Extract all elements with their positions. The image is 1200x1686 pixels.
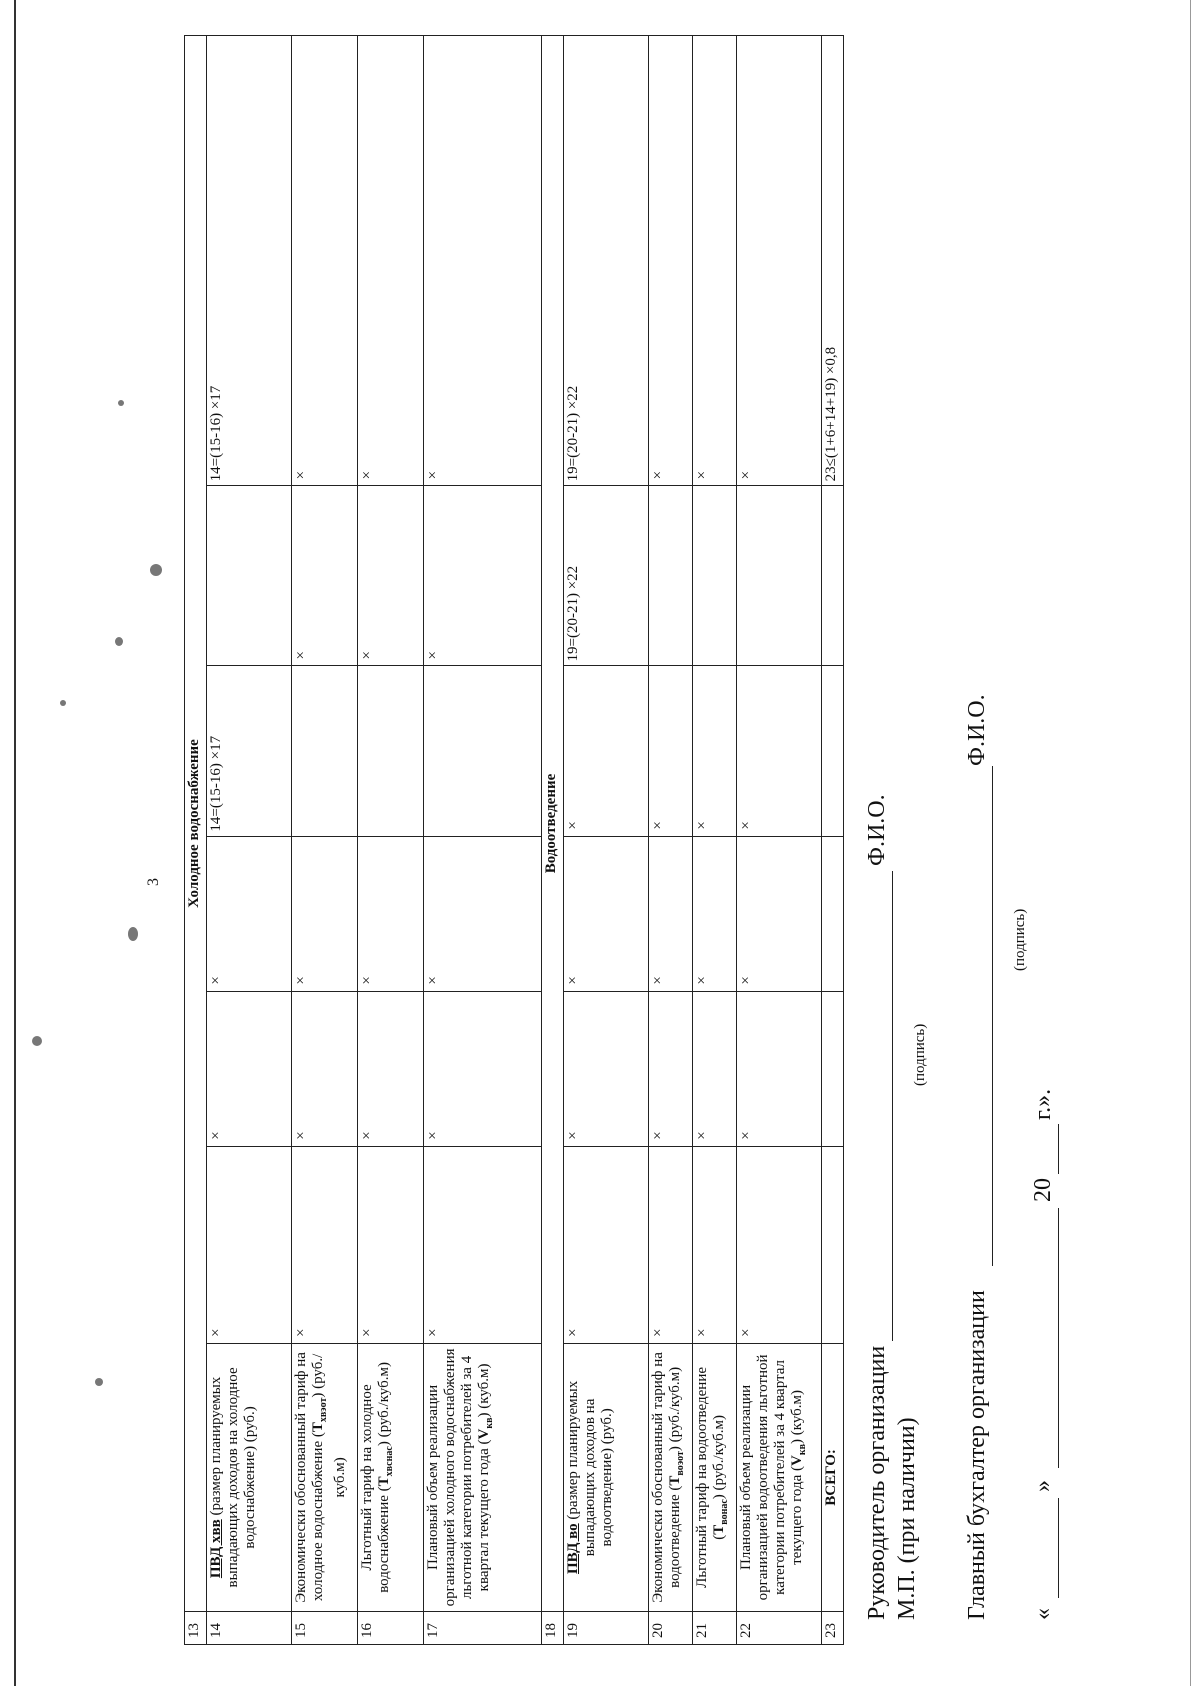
symbol: Т [376, 1476, 392, 1487]
date-day-line [1058, 1498, 1059, 1598]
cross-mark: × [693, 1146, 737, 1343]
formula-cell: 19=(20-21) ×22 [564, 36, 649, 486]
formula-cell: 14=(15-16) ×17 [207, 36, 292, 486]
scan-speck [60, 700, 66, 706]
section-drainage: Водоотведение [542, 36, 564, 1612]
cross-mark: × [649, 836, 693, 991]
table-row [292, 36, 358, 1645]
row-number: 22 [737, 1611, 822, 1644]
cross-mark: × [358, 486, 424, 666]
symbol: Т [310, 1422, 326, 1433]
row-number: 14 [207, 1611, 292, 1644]
abbr: ПВД хвв [208, 1519, 224, 1579]
date-suffix: г.». [1030, 1088, 1056, 1120]
date-year-line [1058, 1124, 1059, 1174]
symbol-subscript: воэот [675, 1451, 686, 1476]
cross-mark: × [737, 666, 822, 836]
head-fio: Ф.И.О. [864, 794, 890, 866]
empty-cell [822, 666, 844, 836]
accountant-fio: Ф.И.О. [964, 694, 990, 766]
table-row [542, 36, 564, 1645]
total-formula: 23≤(1+6+14+19) ×0,8 [822, 36, 844, 486]
formula-cell: 19=(20-21) ×22 [564, 486, 649, 666]
empty-cell [822, 486, 844, 666]
date-close-quote: » [1030, 1480, 1056, 1492]
symbol-subscript: кв [797, 1443, 808, 1456]
row-text: ) (куб.м) [476, 1363, 492, 1418]
row-text: Льготный тариф на холодное водоснабжение ( [359, 1384, 392, 1593]
total-label: ВСЕГО: [822, 1343, 844, 1611]
table-row [822, 36, 844, 1645]
empty-cell [822, 836, 844, 991]
row-description [693, 1343, 737, 1611]
cross-mark: × [424, 36, 542, 486]
symbol: V [476, 1428, 492, 1440]
head-label: Руководитель организации [864, 1345, 890, 1620]
symbol-subscript: хвснас [384, 1446, 395, 1477]
row-description [424, 1343, 542, 1611]
accountant-sign-hint: (подпись) [1012, 908, 1028, 971]
row-text: ) (руб./куб.м) [667, 1366, 683, 1452]
row-description [737, 1343, 822, 1611]
row-number: 13 [185, 1611, 207, 1644]
accountant-signature-line [992, 766, 993, 1266]
row-number: 23 [822, 1611, 844, 1644]
row-text: Плановый объем реализации организацией водоотведения льготной категории потребителей за 4 квартал текущего года ( [738, 1354, 805, 1601]
cross-mark: × [207, 991, 292, 1146]
row-description [358, 1343, 424, 1611]
table-row [693, 36, 737, 1645]
row-number: 16 [358, 1611, 424, 1644]
empty-cell [737, 486, 822, 666]
cross-mark: × [737, 36, 822, 486]
cross-mark: × [564, 836, 649, 991]
empty-cell [649, 486, 693, 666]
cross-mark: × [292, 36, 358, 486]
empty-cell [207, 486, 292, 666]
scan-speck [32, 1036, 42, 1046]
cross-mark: × [292, 486, 358, 666]
row-number: 19 [564, 1611, 649, 1644]
cross-mark: × [649, 991, 693, 1146]
date-month-line [1058, 1208, 1059, 1468]
symbol: Т [667, 1475, 683, 1486]
cross-mark: × [358, 1146, 424, 1343]
cross-mark: × [424, 836, 542, 991]
table-row [207, 36, 292, 1645]
cross-mark: × [207, 1146, 292, 1343]
cross-mark: × [424, 1146, 542, 1343]
cross-mark: × [207, 836, 292, 991]
row-text: ) (руб./куб.м) [310, 1353, 348, 1498]
date-open-quote: « [1030, 1608, 1056, 1620]
table-row [424, 36, 542, 1645]
row-number: 17 [424, 1611, 542, 1644]
row-text: (размер планируемых выпадающих доходов на водоотведение) (руб.) [565, 1380, 615, 1557]
row-description [292, 1343, 358, 1611]
cross-mark: × [358, 36, 424, 486]
page-number: 3 [145, 878, 162, 886]
row-text: ) (руб./куб.м) [376, 1362, 392, 1447]
cross-mark: × [693, 36, 737, 486]
cross-mark: × [358, 836, 424, 991]
row-number: 20 [649, 1611, 693, 1644]
cross-mark: × [737, 991, 822, 1146]
cross-mark: × [564, 666, 649, 836]
empty-cell [292, 666, 358, 836]
cross-mark: × [292, 836, 358, 991]
row-text: Плановый объем реализации организацией холодного водоснабжения льготной категории потребителей за 4 квартал текущего года ( [425, 1348, 492, 1607]
row-text: ) (руб./куб.м) [711, 1415, 727, 1500]
scan-speck [150, 564, 162, 576]
cross-mark: × [424, 991, 542, 1146]
symbol-subscript: хвэот [318, 1397, 329, 1423]
row-text: ) (куб.м) [789, 1389, 805, 1444]
row-text: (размер планируемых выпадающих доходов на холодное водоснабжение) (руб.) [208, 1367, 258, 1588]
cross-mark: × [564, 1146, 649, 1343]
row-description [207, 1343, 292, 1611]
cross-mark: × [358, 991, 424, 1146]
stamp-label: М.П. (при наличии) [894, 1417, 920, 1620]
table-row [185, 36, 207, 1645]
cross-mark: × [292, 991, 358, 1146]
cross-mark: × [649, 1146, 693, 1343]
abbr: ПВД во [565, 1523, 581, 1575]
table-row [358, 36, 424, 1645]
empty-cell [822, 991, 844, 1146]
symbol-subscript: кв [484, 1417, 495, 1429]
head-signature-line [892, 871, 893, 1341]
cross-mark: × [649, 666, 693, 836]
date-year-prefix: 20 [1030, 1178, 1056, 1202]
symbol: V [789, 1455, 805, 1466]
empty-cell [822, 1146, 844, 1343]
cross-mark: × [693, 666, 737, 836]
row-description [564, 1343, 649, 1611]
scan-speck [115, 637, 123, 646]
symbol-subscript: вонас [719, 1499, 730, 1525]
row-number: 15 [292, 1611, 358, 1644]
cross-mark: × [737, 836, 822, 991]
scan-speck [118, 400, 124, 406]
table-row [737, 36, 822, 1645]
accountant-label: Главный бухгалтер организации [964, 1290, 990, 1620]
row-number: 21 [693, 1611, 737, 1644]
cross-mark: × [292, 1146, 358, 1343]
head-sign-hint: (подпись) [912, 1023, 928, 1086]
row-text: Экономически обоснованный тариф на холодное водоснабжение ( [293, 1352, 326, 1603]
symbol: Т [711, 1524, 727, 1535]
scan-speck [128, 927, 138, 941]
scan-speck [95, 1378, 103, 1386]
cross-mark: × [737, 1146, 822, 1343]
empty-cell [358, 666, 424, 836]
cross-mark: × [649, 36, 693, 486]
cross-mark: × [693, 991, 737, 1146]
row-number: 18 [542, 1611, 564, 1644]
section-cold-water: Холодное водоснабжение [185, 36, 207, 1612]
cross-mark: × [693, 836, 737, 991]
subsidy-table [184, 35, 844, 1645]
formula-cell: 14=(15-16) ×17 [207, 666, 292, 836]
cross-mark: × [564, 991, 649, 1146]
table-row [649, 36, 693, 1645]
row-text: Экономически обоснованный тариф на водоотведение ( [650, 1352, 683, 1603]
table-row [564, 36, 649, 1645]
row-description [649, 1343, 693, 1611]
empty-cell [424, 666, 542, 836]
row-text: Льготный тариф на водоотведение ( [694, 1366, 727, 1588]
cross-mark: × [424, 486, 542, 666]
empty-cell [693, 486, 737, 666]
